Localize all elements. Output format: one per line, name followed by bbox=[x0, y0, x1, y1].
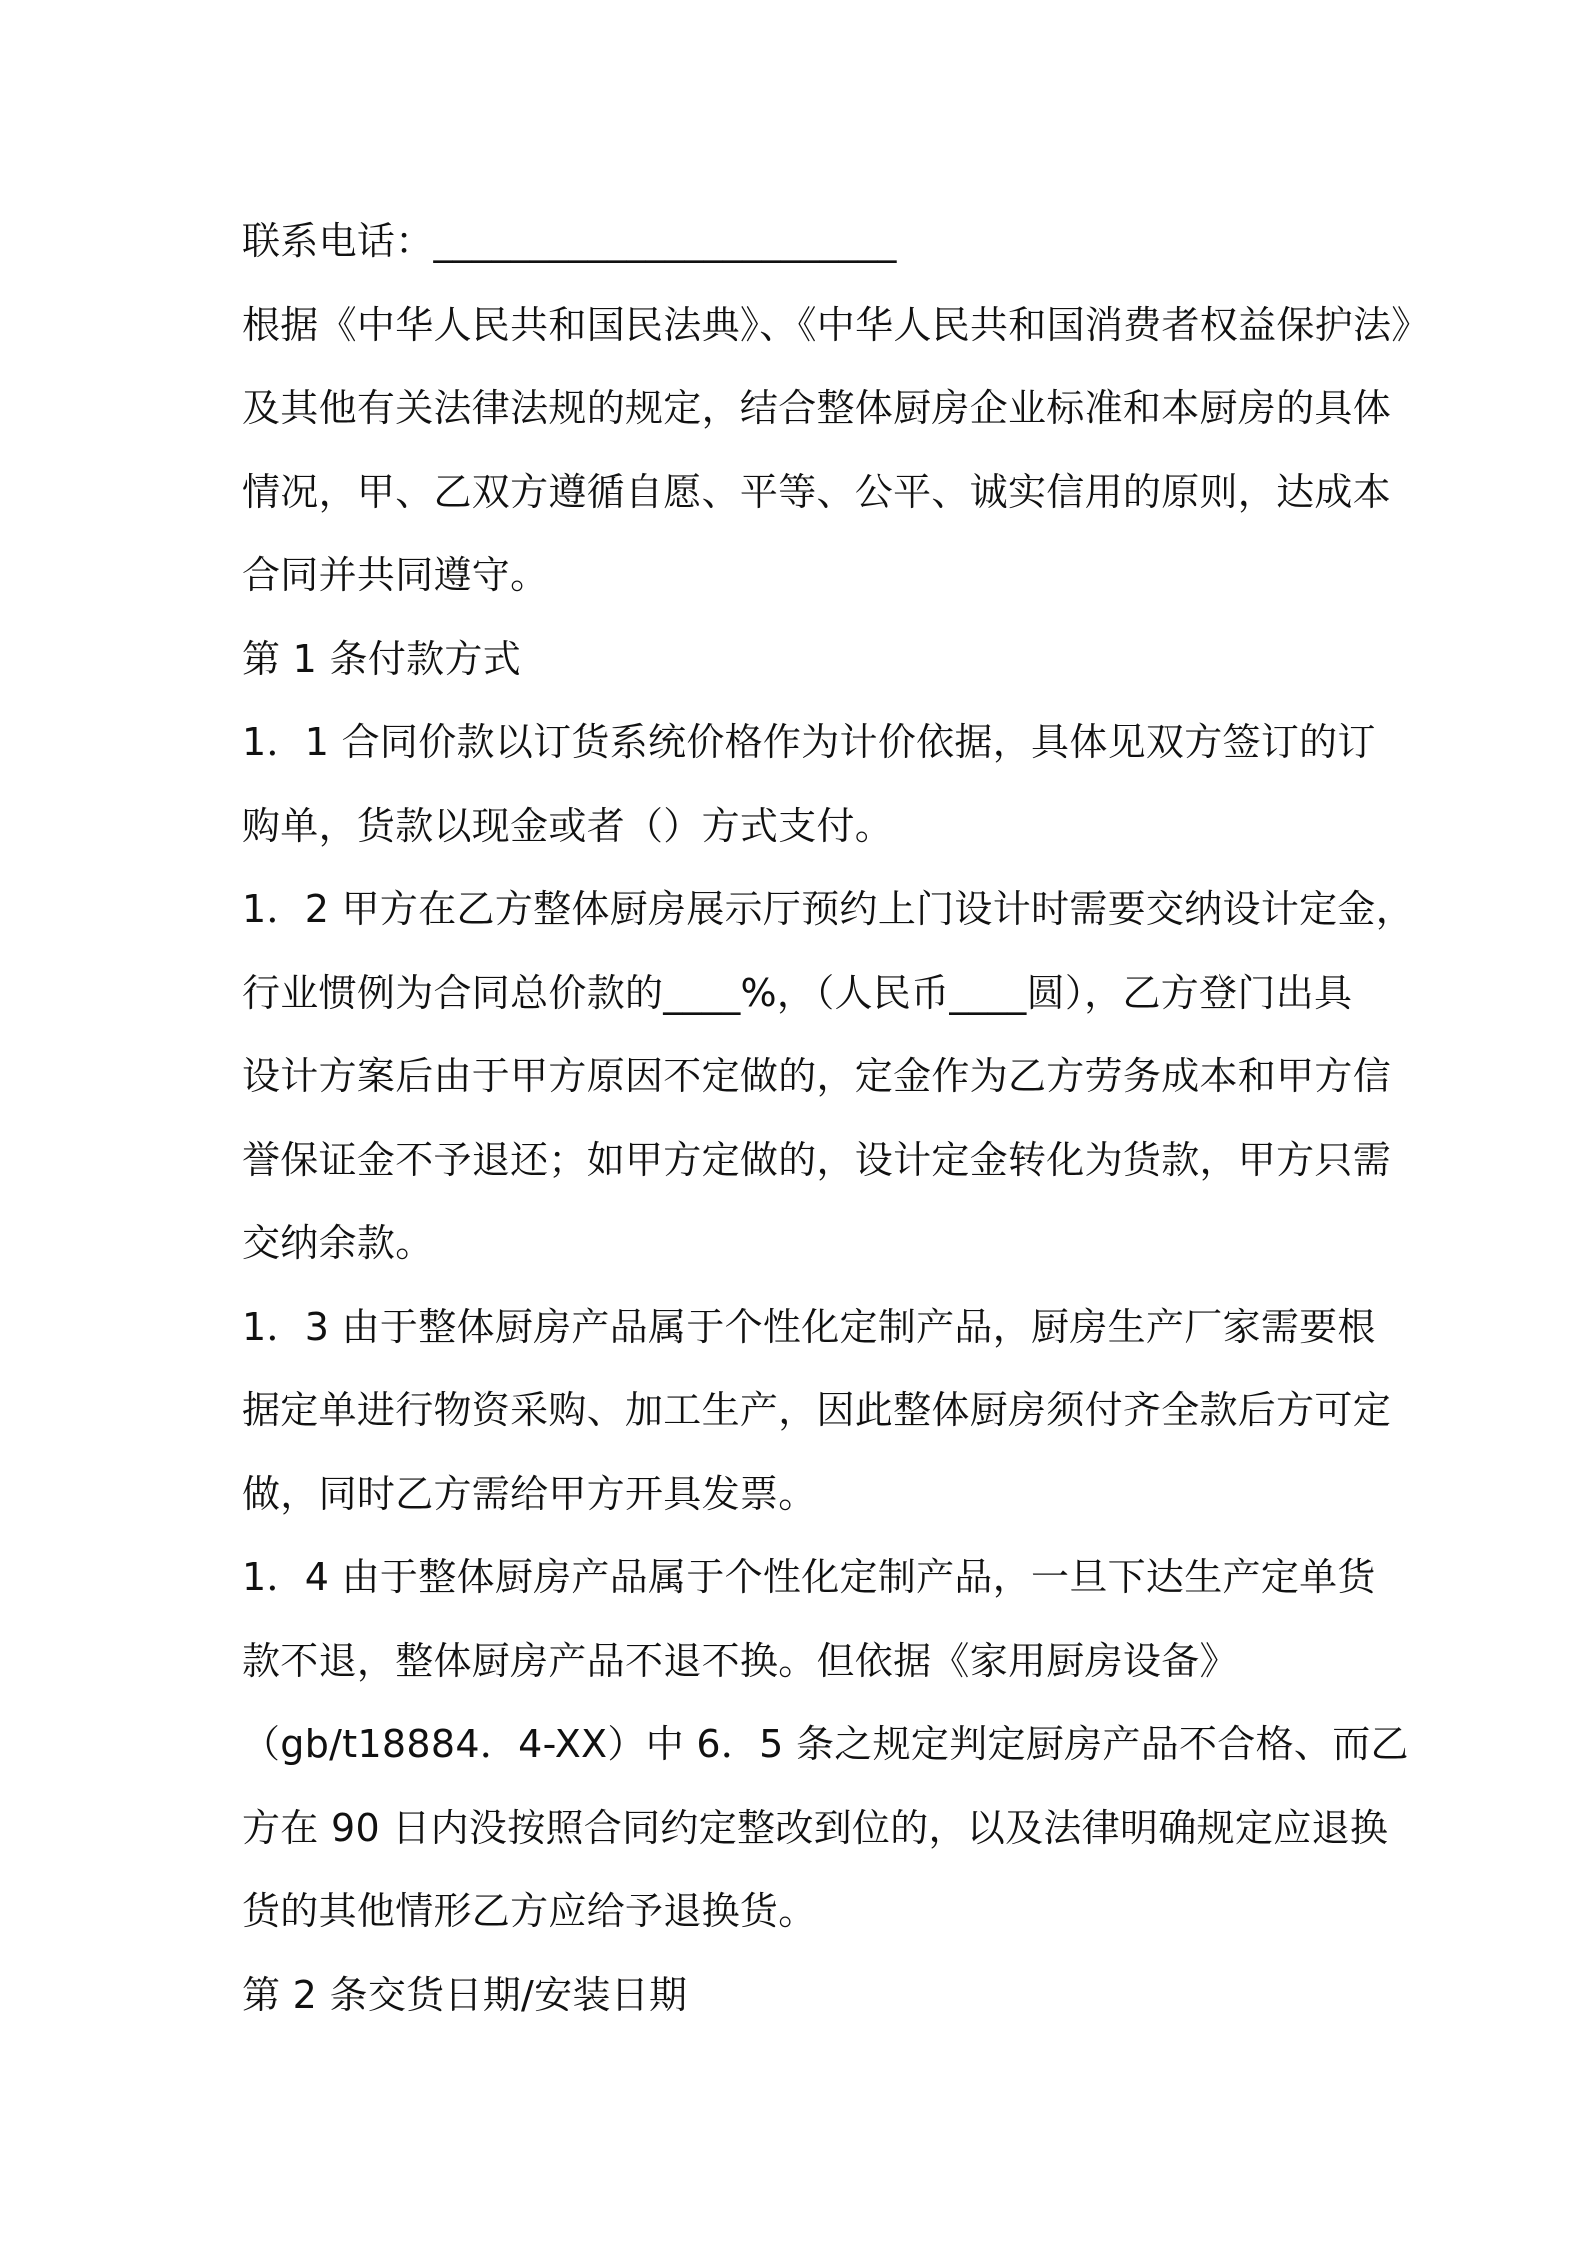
clause-line: 方在 90 日内没按照合同约定整改到位的，以及法律明确规定应退换 bbox=[242, 1805, 1389, 1850]
article-2-heading: 第 2 条交货日期/安装日期 bbox=[242, 1972, 688, 2017]
preamble-line: 情况，甲、乙双方遵循自愿、平等、公平、诚实信用的原则，达成本 bbox=[242, 469, 1392, 514]
clause-line: 交纳余款。 bbox=[242, 1221, 434, 1265]
clause-line: 1．4 由于整体厨房产品属于个性化定制产品，一旦下达生产定单货 bbox=[242, 1555, 1376, 1599]
clause-line: 据定单进行物资采购、加工生产，因此整体厨房须付齐全款后方可定 bbox=[242, 1388, 1392, 1432]
clause-1-4 bbox=[242, 1536, 1409, 1954]
clause-line: 款不退，整体厨房产品不退不换。但依据《家用厨房设备》 bbox=[242, 1638, 1238, 1683]
preamble-line: 根据《中华人民共和国民法典》、《中华人民共和国消费者权益保护法》 bbox=[242, 302, 1430, 347]
clause-line: 1．1 合同价款以订货系统价格作为计价依据，具体见双方签订的订 bbox=[242, 720, 1376, 764]
document-body bbox=[242, 200, 1430, 2037]
preamble-paragraph bbox=[242, 284, 1430, 618]
clause-line: （gb/t18884．4-XX）中 6．5 条之规定判定厨房产品不合格、而乙 bbox=[242, 1722, 1409, 1766]
clause-line: 1．3 由于整体厨房产品属于个性化定制产品，厨房生产厂家需要根 bbox=[242, 1304, 1376, 1349]
article-1-heading: 第 1 条付款方式 bbox=[242, 636, 522, 681]
clause-line: 做，同时乙方需给甲方开具发票。 bbox=[242, 1471, 817, 1516]
clause-line: 行业惯例为合同总价款的____%，（人民币____圆），乙方登门出具 bbox=[242, 970, 1353, 1015]
clause-1-3 bbox=[242, 1286, 1392, 1537]
clause-line: 誉保证金不予退还；如甲方定做的，设计定金转化为货款，甲方只需 bbox=[242, 1137, 1392, 1182]
clause-1-1 bbox=[242, 701, 1376, 868]
preamble-line: 及其他有关法律法规的规定，结合整体厨房企业标准和本厨房的具体 bbox=[242, 386, 1392, 430]
clause-line: 货的其他情形乙方应给予退换货。 bbox=[242, 1889, 817, 1933]
clause-1-2 bbox=[242, 868, 1415, 1286]
clause-line: 设计方案后由于甲方原因不定做的，定金作为乙方劳务成本和甲方信 bbox=[242, 1054, 1392, 1098]
preamble-line: 合同并共同遵守。 bbox=[242, 553, 549, 597]
contact-phone-line: 联系电话：________________________ bbox=[242, 219, 897, 263]
clause-line: 购单，货款以现金或者（）方式支付。 bbox=[242, 803, 894, 848]
clause-line: 1．2 甲方在乙方整体厨房展示厅预约上门设计时需要交纳设计定金， bbox=[242, 887, 1415, 931]
